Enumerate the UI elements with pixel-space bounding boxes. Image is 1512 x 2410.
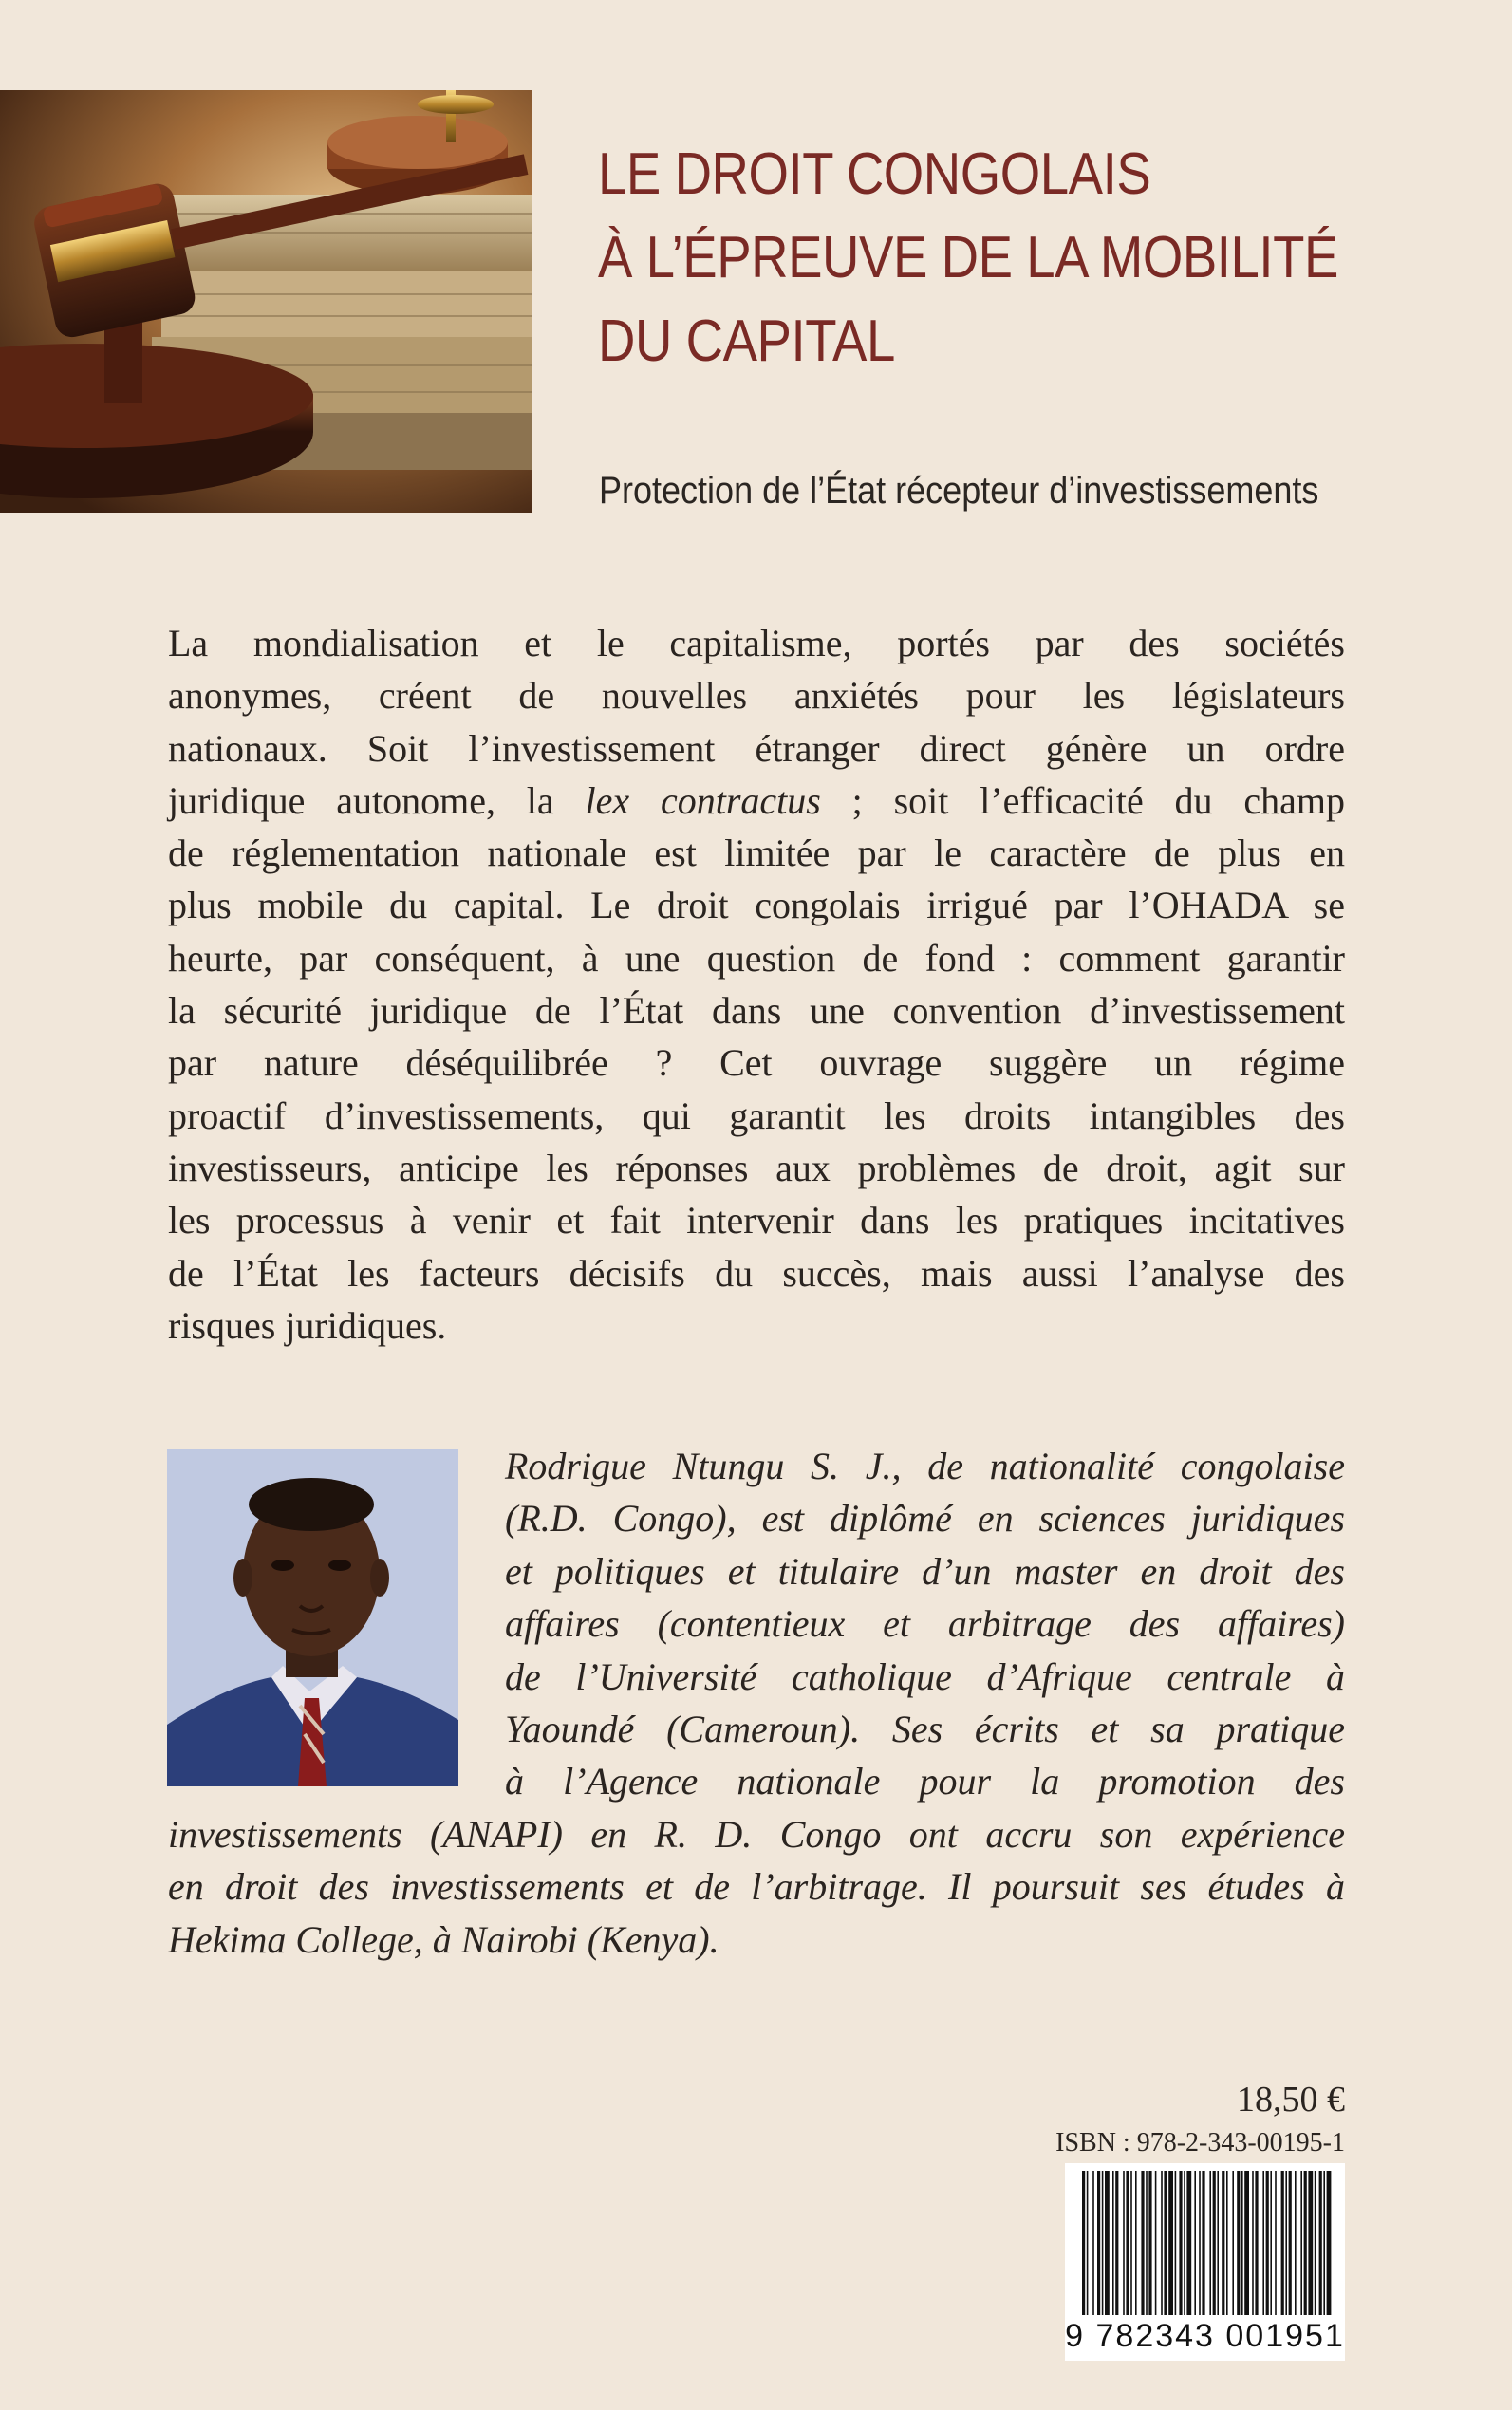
book-title (598, 133, 1350, 383)
barcode-bar (1217, 2171, 1219, 2315)
barcode-bars (1065, 2163, 1345, 2320)
barcode-bar (1270, 2171, 1272, 2315)
barcode-bar (1237, 2171, 1240, 2315)
book-title-line: À L’ÉPREUVE DE LA MOBILITÉ (598, 225, 1338, 290)
barcode-bar (1255, 2171, 1258, 2315)
barcode-bar (1135, 2171, 1137, 2315)
barcode-bar (1168, 2171, 1173, 2315)
summary-line: par nature déséquilibrée ? Cet ouvrage suggère un régime (168, 1041, 1345, 1085)
barcode-bar (1194, 2171, 1196, 2315)
barcode-bar (1199, 2171, 1201, 2315)
summary-italic-term: lex contractus (585, 778, 821, 822)
book-title-line: LE DROIT CONGOLAIS (598, 141, 1151, 207)
barcode-bar (1105, 2171, 1110, 2315)
barcode-bar (1266, 2171, 1269, 2315)
bio-line: en droit des investissements et de l’arbitrage. Il poursuit ses études à (168, 1865, 1345, 1909)
book-title-line: DU CAPITAL (598, 308, 895, 374)
barcode-bar (1323, 2171, 1325, 2315)
barcode-bar (1102, 2171, 1104, 2315)
barcode-bar (1285, 2171, 1287, 2315)
barcode-bar (1308, 2171, 1313, 2315)
summary-line: investisseurs, anticipe les réponses aux problèmes de droit, agit sur (168, 1146, 1345, 1189)
book-subtitle: Protection de l’État récepteur d’investissements (599, 470, 1319, 512)
isbn: ISBN : 978-2-343-00195-1 (1055, 2128, 1345, 2158)
author-bio (168, 1440, 1345, 1966)
bio-line: (R.D. Congo), est diplômé en sciences juridiques (505, 1497, 1345, 1541)
barcode-bar (1244, 2171, 1249, 2315)
barcode-bar (1226, 2171, 1228, 2315)
summary-line: de l’État les facteurs décisifs du succès, mais aussi l’analyse des (168, 1251, 1345, 1295)
barcode-digits: 9 782343 001951 (1065, 2318, 1345, 2354)
barcode-bar (1304, 2171, 1307, 2315)
barcode-bar (1281, 2171, 1284, 2315)
summary-line: nationaux. Soit l’investissement étranger direct génère un ordre (168, 726, 1345, 770)
barcode-bar (1209, 2171, 1211, 2315)
summary-line-part: juridique autonome, la (168, 778, 586, 822)
summary-line: anonymes, créent de nouvelles anxiétés pour les législateurs (168, 674, 1345, 718)
summary-line: heurte, par conséquent, à une question de fond : comment garantir (168, 936, 1345, 980)
barcode-bar (1164, 2171, 1167, 2315)
bio-line: Rodrigue Ntungu S. J., de nationalité congolaise (505, 1445, 1345, 1487)
barcode-bar (1202, 2171, 1204, 2315)
summary-line-with-italic (168, 775, 1345, 827)
bio-line: et politiques et titulaire d’un master en droit des (505, 1549, 1345, 1593)
barcode-bar (1175, 2171, 1177, 2315)
barcode-bar (1146, 2171, 1148, 2315)
barcode-bar (1161, 2171, 1163, 2315)
bio-line: affaires (contentieux et arbitrage des affaires) (505, 1602, 1345, 1646)
price: 18,50 € (1237, 2080, 1345, 2120)
back-cover-summary (168, 617, 1345, 1352)
barcode-bar (1241, 2171, 1243, 2315)
barcode-bar (1213, 2171, 1216, 2315)
barcode-bar (1262, 2171, 1264, 2315)
barcode-bar (1222, 2171, 1224, 2315)
barcode-bar (1092, 2171, 1094, 2315)
barcode (1065, 2163, 1345, 2361)
barcode-bar (1097, 2171, 1100, 2315)
summary-line-part: ; soit l’efficacité du champ (820, 778, 1345, 822)
barcode-bar (1082, 2171, 1085, 2315)
barcode-bar (1155, 2171, 1157, 2315)
bio-line: investissements (ANAPI) en R. D. Congo ont accru son expérience (168, 1812, 1345, 1856)
summary-line: plus mobile du capital. Le droit congolais irrigué par l’OHADA se (168, 884, 1345, 927)
barcode-bar (1126, 2171, 1129, 2315)
summary-line: La mondialisation et le capitalisme, portés par des sociétés (168, 622, 1345, 664)
barcode-bar (1087, 2171, 1089, 2315)
barcode-bar (1327, 2171, 1332, 2315)
barcode-bar (1275, 2171, 1277, 2315)
barcode-bar (1179, 2171, 1182, 2315)
barcode-bar (1315, 2171, 1316, 2315)
barcode-bar (1112, 2171, 1114, 2315)
barcode-bar (1252, 2171, 1254, 2315)
bio-line: Yaoundé (Cameroun). Ses écrits et sa pratique (505, 1708, 1345, 1751)
barcode-bar (1123, 2171, 1125, 2315)
summary-line: les processus à venir et fait intervenir dans les pratiques incitatives (168, 1199, 1345, 1242)
summary-line: risques juridiques. (168, 1303, 447, 1347)
bio-line: de l’Université catholique d’Afrique centrale à (505, 1654, 1345, 1698)
barcode-bar (1289, 2171, 1292, 2315)
bio-line: Hekima College, à Nairobi (Kenya). (168, 1917, 719, 1961)
barcode-bar (1186, 2171, 1191, 2315)
barcode-bar (1115, 2171, 1118, 2315)
bio-line: à l’Agence nationale pour la promotion des (505, 1760, 1345, 1803)
barcode-bar (1232, 2171, 1234, 2315)
barcode-bar (1184, 2171, 1185, 2315)
barcode-bar (1148, 2171, 1151, 2315)
cover-photo-gavel-books (0, 90, 532, 513)
barcode-bar (1130, 2171, 1132, 2315)
summary-line: proactif d’investissements, qui garantit les droits intangibles des (168, 1093, 1345, 1137)
barcode-bar (1295, 2171, 1297, 2315)
barcode-bar (1300, 2171, 1302, 2315)
summary-line: la sécurité juridique de l’État dans une convention d’investissement (168, 989, 1345, 1033)
summary-line: de réglementation nationale est limitée par le caractère de plus en (168, 831, 1345, 875)
barcode-bar (1141, 2171, 1144, 2315)
barcode-bar (1319, 2171, 1322, 2315)
